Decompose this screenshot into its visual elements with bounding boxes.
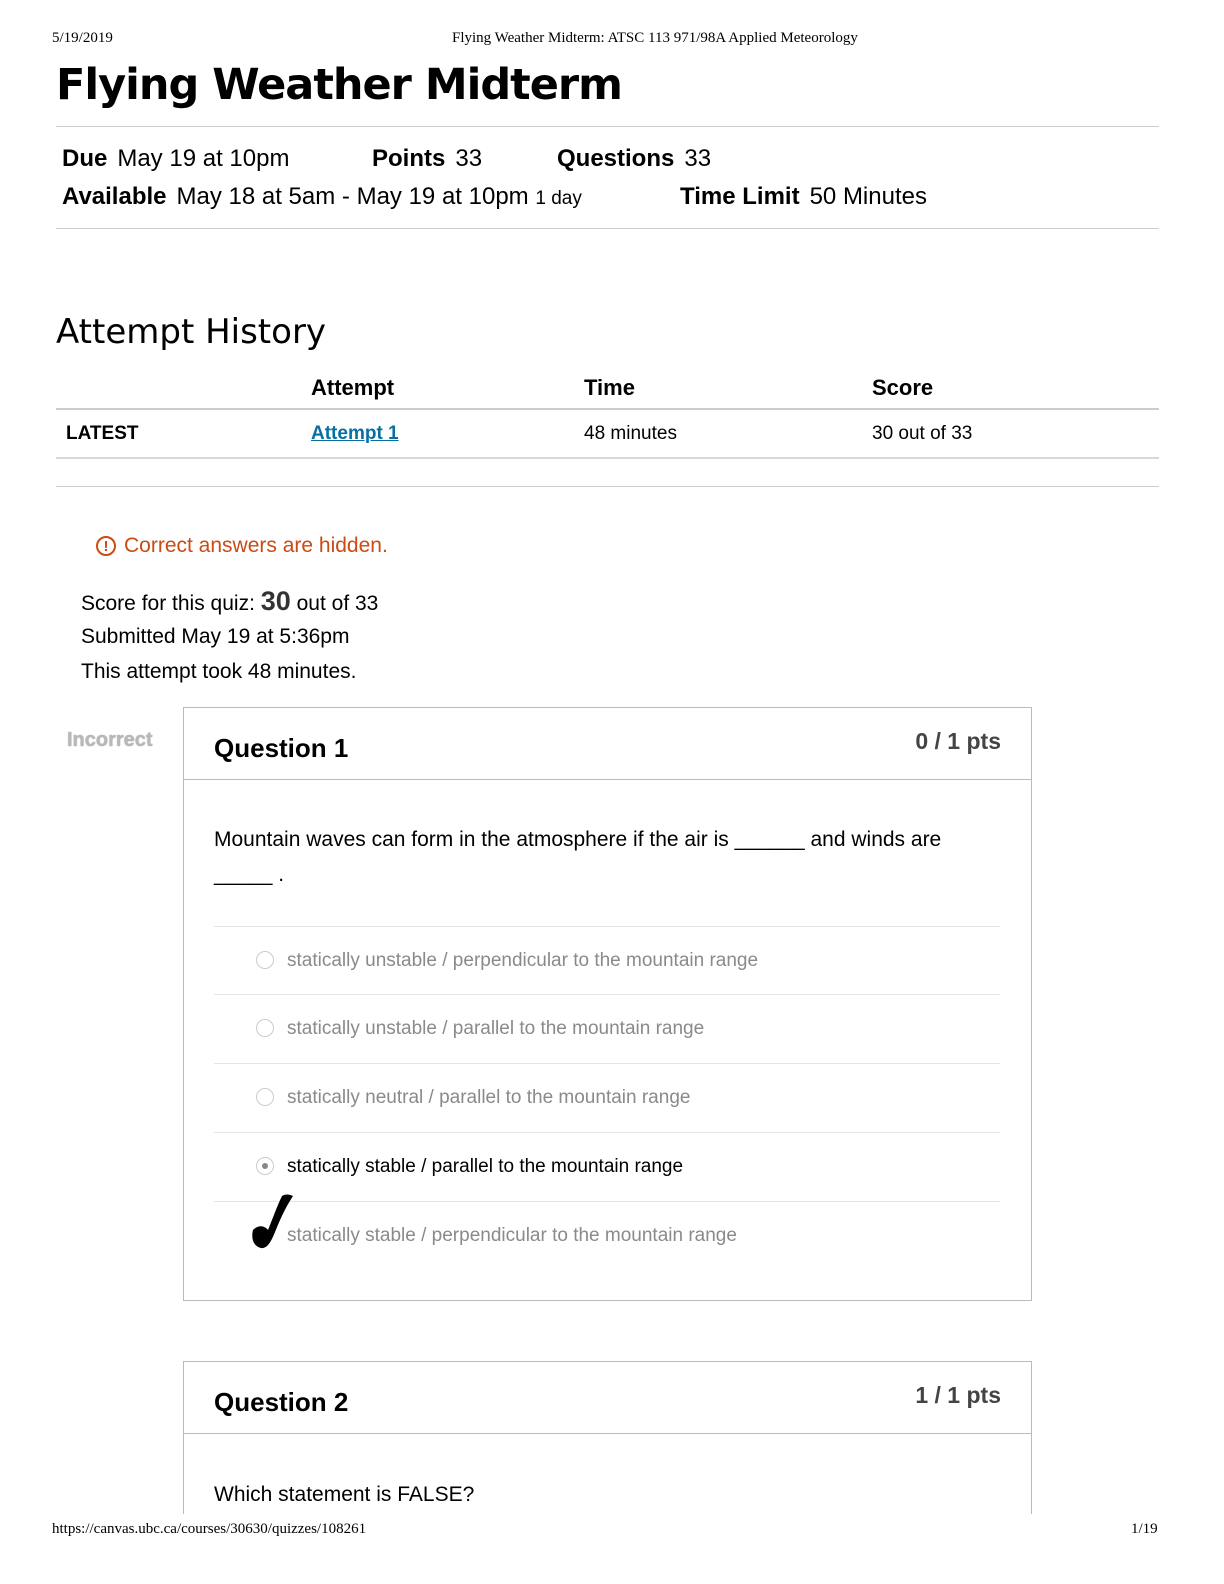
submitted-time: Submitted May 19 at 5:36pm (81, 625, 350, 648)
available-meta (62, 183, 582, 211)
radio-button[interactable] (256, 951, 274, 969)
due-label: Due (62, 145, 108, 172)
questions-meta (557, 145, 711, 173)
handwritten-check-icon (249, 1192, 299, 1252)
question-header (184, 708, 1031, 780)
time-limit-value: 50 Minutes (809, 183, 927, 210)
column-header (56, 368, 311, 409)
attempt-link[interactable]: Attempt 1 (311, 422, 399, 444)
question-points: 0 / 1 pts (915, 728, 1001, 754)
question-text: Mountain waves can form in the atmosphere if the air is ______ and winds are _____ . (214, 828, 942, 886)
answer-text: statically neutral / parallel to the mountain range (287, 1087, 691, 1108)
answer-text: statically unstable / perpendicular to the mountain range (287, 950, 759, 971)
warning-icon: ! (96, 536, 116, 556)
radio-button[interactable] (256, 1088, 274, 1106)
questions-value: 33 (684, 145, 712, 172)
time-limit-meta (680, 183, 927, 211)
answer-option[interactable] (214, 926, 1000, 995)
divider (56, 486, 1159, 487)
answer-text: statically unstable / parallel to the mountain range (287, 1018, 705, 1039)
score-value: 30 (260, 586, 291, 616)
incorrect-badge: Incorrect (67, 729, 153, 751)
divider (56, 126, 1159, 127)
question-card (183, 1361, 1032, 1537)
radio-button[interactable] (256, 1019, 274, 1037)
attempt-cell (311, 409, 584, 458)
due-value: May 19 at 10pm (117, 145, 290, 172)
points-meta (372, 145, 482, 173)
question-title: Question 1 (214, 733, 349, 763)
question-header (184, 1362, 1031, 1434)
answer-option[interactable] (214, 1063, 1000, 1132)
available-duration: 1 day (535, 188, 582, 209)
attempt-score: 30 out of 33 (872, 409, 1159, 458)
print-url: https://canvas.ubc.ca/courses/30630/quizzes/108261 (52, 1521, 367, 1537)
question-title: Question 2 (214, 1387, 349, 1417)
answer-option[interactable] (214, 1201, 1000, 1270)
table-row (56, 409, 1159, 458)
column-header-time: Time (584, 368, 872, 409)
print-date: 5/19/2019 (52, 30, 113, 46)
attempt-duration: This attempt took 48 minutes. (81, 660, 357, 683)
notice-text: Correct answers are hidden. (124, 534, 388, 557)
score-suffix: out of 33 (290, 592, 379, 615)
answer-text: statically stable / perpendicular to the mountain range (287, 1225, 737, 1246)
points-value: 33 (455, 145, 483, 172)
attempt-status: LATEST (56, 409, 311, 458)
answer-option[interactable] (214, 994, 1000, 1063)
answer-option-selected[interactable] (214, 1132, 1000, 1201)
hidden-answers-notice (96, 534, 388, 558)
questions-label: Questions (557, 145, 675, 172)
attempt-time: 48 minutes (584, 409, 872, 458)
attempt-history-table (56, 368, 1159, 459)
quiz-score (81, 586, 378, 617)
divider (56, 228, 1159, 229)
column-header-attempt: Attempt (311, 368, 584, 409)
score-prefix: Score for this quiz: (81, 592, 261, 615)
print-doc-title: Flying Weather Midterm: ATSC 113 971/98A Applied Meteorology (452, 30, 858, 46)
attempt-history-title: Attempt History (56, 312, 327, 352)
answer-text: statically stable / parallel to the mountain range (287, 1156, 684, 1177)
available-label: Available (62, 183, 167, 210)
due-meta (62, 145, 289, 173)
column-header-score: Score (872, 368, 1159, 409)
radio-button-selected[interactable] (256, 1157, 274, 1175)
page-title: Flying Weather Midterm (56, 60, 622, 110)
print-page-number: 1/19 (1131, 1521, 1158, 1537)
question-card (183, 707, 1032, 1301)
question-points: 1 / 1 pts (915, 1382, 1001, 1408)
available-value: May 18 at 5am - May 19 at 10pm (176, 183, 529, 210)
time-limit-label: Time Limit (680, 183, 800, 210)
question-text: Which statement is FALSE? (214, 1483, 475, 1506)
table-header-row (56, 368, 1159, 409)
points-label: Points (372, 145, 446, 172)
